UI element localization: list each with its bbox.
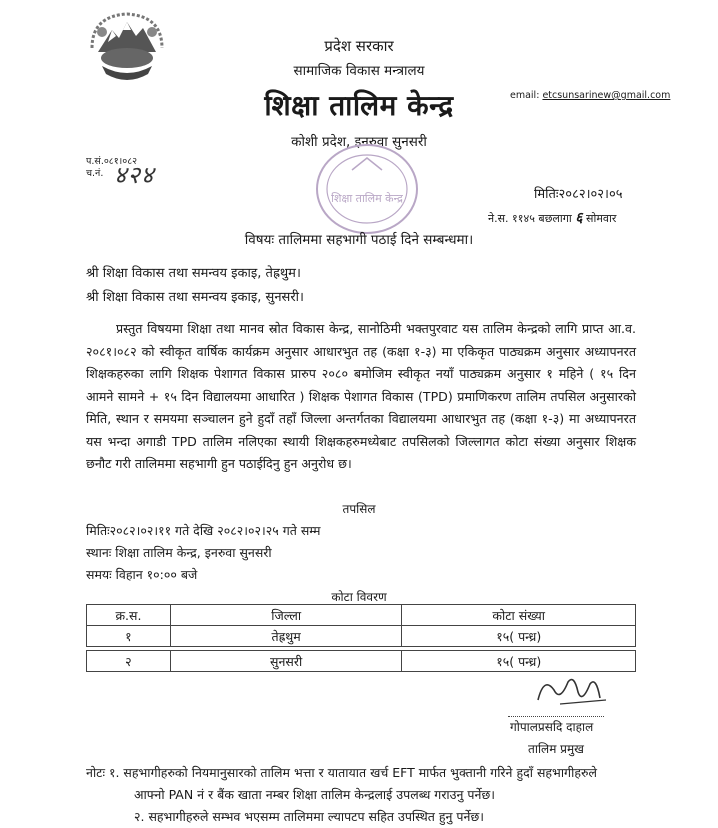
cell-serial: २	[87, 651, 171, 672]
cell-quota: १५( पन्ध्र)	[402, 626, 636, 647]
header-district: जिल्ला	[170, 605, 402, 626]
cell-district: सुनसरी	[170, 651, 402, 672]
stamp-text: शिक्षा तालिम केन्द्र	[331, 192, 403, 205]
letter-subject: विषयः तालिममा सहभागी पठाई दिने सम्बन्धमा।	[244, 232, 474, 248]
table-row	[87, 626, 636, 647]
header-serial: क्र.स.	[87, 605, 171, 626]
quota-header-row	[87, 605, 636, 626]
table-row	[87, 651, 636, 672]
signatory-name: गोपालप्रसदि दाहाल	[510, 720, 594, 734]
cell-quota: १५( पन्ध्र)	[402, 651, 636, 672]
quota-table	[86, 604, 636, 672]
signatory-designation: तालिम प्रमुख	[528, 742, 585, 756]
nepal-sambat-weekday: सोमवार	[582, 212, 617, 225]
schedule-heading: तपसिल	[342, 502, 376, 516]
nepal-sambat-date	[488, 208, 616, 227]
cell-district: तेह्रथुम	[170, 626, 402, 647]
quota-caption: कोटा विवरण	[331, 590, 387, 604]
nepal-sambat-text: ने.स. ११४५ बछलागा	[488, 212, 576, 225]
note-1: नोटः १. सहभागीहरुको नियमानुसारको तालिम भत्ता र यातायात खर्च EFT मार्फत भुक्तानी गरिने हुदाँ सहभागीहरुले	[86, 765, 597, 780]
letter-date: मितिः२०८२।०२।०५	[534, 187, 623, 202]
recipient-1: श्री शिक्षा विकास तथा समन्वय इकाइ, तेह्रथुम।	[86, 266, 301, 281]
signature-line	[508, 716, 604, 717]
schedule-time: समयः विहान १०:०० बजे	[86, 567, 198, 582]
recipient-2: श्री शिक्षा विकास तथा समन्वय इकाइ, सुनसरी।	[86, 290, 304, 305]
schedule-date: मितिः२०८२।०२।११ गते देखि २०८२।०२।२५ गते सम्म	[86, 523, 321, 538]
header-ministry: सामाजिक विकास मन्त्रालय	[293, 63, 425, 79]
note-2: २. सहभागीहरुले सम्भव भएसम्म तालिममा ल्यापटप सहित उपस्थित हुनु पर्नेछ।	[134, 809, 484, 824]
office-stamp	[312, 140, 422, 238]
nepal-sambat-day: ६	[575, 210, 583, 226]
header-office-title: शिक्षा तालिम केन्द्र	[264, 89, 454, 122]
email-line	[510, 90, 670, 101]
signature	[530, 670, 610, 712]
header-province-government: प्रदेश सरकार	[324, 37, 394, 55]
header-quota: कोटा संख्या	[402, 605, 636, 626]
schedule-venue: स्थानः शिक्षा तालिम केन्द्र, इनरुवा सुनसरी	[86, 545, 272, 560]
email-link[interactable]: etcsunsarinew@gmail.com	[542, 90, 671, 101]
dispatch-number-label: च.नं.	[86, 168, 104, 179]
letter-body: प्रस्तुत विषयमा शिक्षा तथा मानव स्रोत विकास केन्द्र, सानोठिमी भक्तपुरवाट यस तालिम केन्द्रको लागि प्राप्त आ.व. २०८१।०८२ को स्वीकृत वार्षिक कार्यक्रम अनुसार आधारभुत तह (कक्षा १-३) मा एकिकृत पाठ्यक्रम अनुसार अध्यापनरत शिक्षकहरुका लागि शिक्षक पेशागत विकास प्रारुप २०८० बमोजिम स्वीकृत नयाँ पाठ्यक्रम अनुसार १ महिने ( १५ दिन आमने सामने + १५ दिन विद्यालयमा आधारित ) शिक्षक पेशागत विकास (TPD) प्रमाणिकरण तालिम तपसिल अनुसारको मिति, स्थान र समयमा सञ्चालन हुने हुदाँ तहाँ जिल्ला अन्तर्गतका विद्यालयमा आधारभुत तह (कक्षा १-३) मा अध्यापनरत यस भन्दा अगाडी TPD तालिम नलिएका स्थायी शिक्षकहरुमध्येबाट तपसिलको जिल्लागत कोटा संख्या अनुसार शिक्षक छनौट गरी तालिममा सहभागी हुन पठाईदिनु हुन अनुरोध छ।	[86, 321, 636, 471]
dispatch-number-handwritten: ४२४	[114, 161, 155, 189]
header-location: कोशी प्रदेश, इनरुवा सुनसरी	[291, 134, 427, 150]
reference-number: प.सं.०८१।०८२	[86, 156, 138, 167]
cell-serial: १	[87, 626, 171, 647]
note-1-continued: आफ्नो PAN नं र बैंक खाता नम्बर शिक्षा तालिम केन्द्रलाई उपलब्ध गराउनु पर्नेछ।	[134, 787, 495, 802]
email-label: email:	[510, 90, 540, 101]
